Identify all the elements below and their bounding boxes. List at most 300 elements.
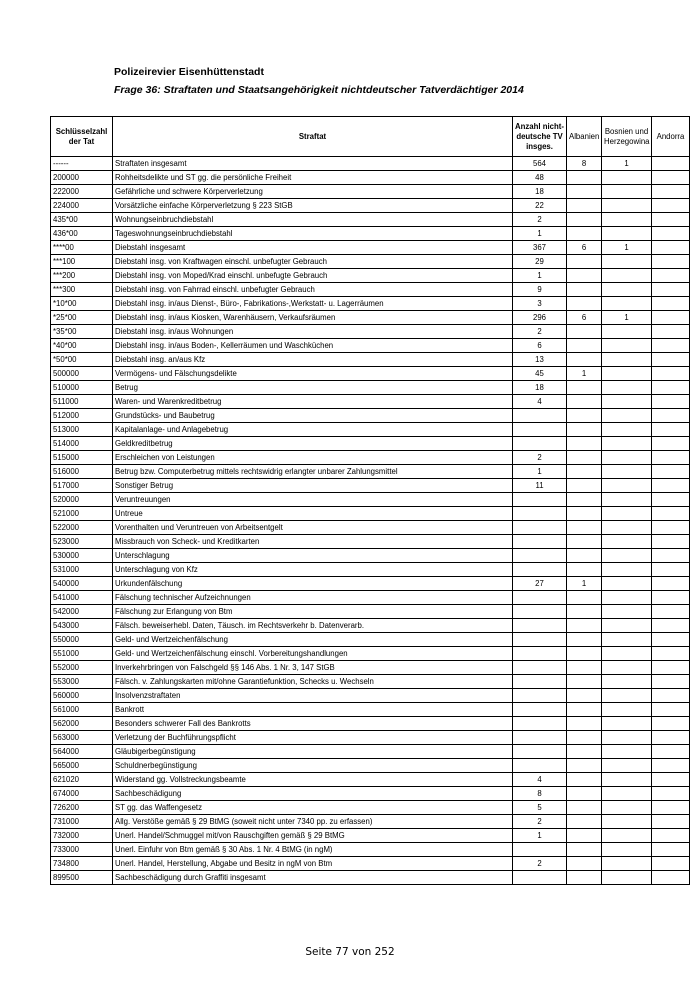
table-row [51,801,690,815]
cell-total: 13 [513,353,567,367]
cell-key: 510000 [51,381,113,395]
cell-albanien [567,353,602,367]
table-row [51,227,690,241]
cell-key: 541000 [51,591,113,605]
table-row [51,619,690,633]
cell-bosnien [602,619,652,633]
cell-bosnien [602,451,652,465]
cell-bosnien [602,535,652,549]
cell-bosnien [602,507,652,521]
cell-bosnien [602,409,652,423]
cell-bosnien [602,717,652,731]
cell-andorra [652,829,690,843]
cell-offense: Grundstücks- und Baubetrug [113,409,513,423]
cell-albanien [567,437,602,451]
cell-offense: Unerl. Einfuhr von Btm gemäß § 30 Abs. 1 Nr. 4 BtMG (in ngM) [113,843,513,857]
table-row [51,591,690,605]
cell-andorra [652,605,690,619]
page-title: Polizeirevier Eisenhüttenstadt [114,66,264,78]
table-row [51,857,690,871]
cell-offense: Rohheitsdelikte und ST gg. die persönliche Freiheit [113,171,513,185]
cell-andorra [652,409,690,423]
table-row [51,311,690,325]
cell-total: 4 [513,773,567,787]
cell-total: 2 [513,815,567,829]
cell-bosnien [602,339,652,353]
cell-total [513,871,567,885]
cell-total: 367 [513,241,567,255]
cell-andorra [652,395,690,409]
cell-andorra [652,297,690,311]
cell-bosnien [602,871,652,885]
cell-albanien [567,661,602,675]
cell-total [513,437,567,451]
cell-total: 2 [513,325,567,339]
cell-key: 726200 [51,801,113,815]
cell-albanien [567,829,602,843]
cell-total: 2 [513,451,567,465]
cell-albanien [567,255,602,269]
cell-albanien [567,283,602,297]
cell-key: 560000 [51,689,113,703]
cell-key: 513000 [51,423,113,437]
cell-bosnien [602,731,652,745]
table-row [51,647,690,661]
cell-albanien [567,535,602,549]
cell-albanien [567,171,602,185]
cell-key: 565000 [51,759,113,773]
cell-bosnien [602,815,652,829]
cell-andorra [652,535,690,549]
cell-bosnien [602,689,652,703]
cell-albanien [567,801,602,815]
table-row [51,745,690,759]
table-row [51,815,690,829]
cell-total: 564 [513,157,567,171]
cell-andorra [652,661,690,675]
cell-key: 561000 [51,703,113,717]
cell-key: ***300 [51,283,113,297]
cell-bosnien [602,633,652,647]
table-row [51,157,690,171]
table-row [51,255,690,269]
cell-total [513,759,567,773]
cell-bosnien [602,787,652,801]
cell-offense: Unerl. Handel/Schmuggel mit/von Rauschgiften gemäß § 29 BtMG [113,829,513,843]
cell-andorra [652,801,690,815]
cell-bosnien [602,675,652,689]
cell-albanien [567,591,602,605]
cell-offense: Unterschlagung [113,549,513,563]
cell-total: 4 [513,395,567,409]
cell-albanien [567,717,602,731]
cell-total: 1 [513,829,567,843]
cell-total [513,507,567,521]
cell-key: 733000 [51,843,113,857]
cell-bosnien [602,171,652,185]
cell-albanien [567,493,602,507]
table-row [51,185,690,199]
cell-offense: Gefährliche und schwere Körperverletzung [113,185,513,199]
cell-offense: Schuldnerbegünstigung [113,759,513,773]
cell-andorra [652,633,690,647]
cell-key: 734800 [51,857,113,871]
cell-key: 562000 [51,717,113,731]
cell-bosnien [602,381,652,395]
cell-bosnien [602,521,652,535]
cell-key: 564000 [51,745,113,759]
cell-key: ***200 [51,269,113,283]
cell-key: 530000 [51,549,113,563]
cell-total: 1 [513,269,567,283]
cell-offense: Besonders schwerer Fall des Bankrotts [113,717,513,731]
cell-offense: Fälsch. v. Zahlungskarten mit/ohne Garantiefunktion, Schecks u. Wechseln [113,675,513,689]
cell-total [513,535,567,549]
cell-total: 22 [513,199,567,213]
cell-key: 731000 [51,815,113,829]
cell-key: 516000 [51,465,113,479]
cell-andorra [652,815,690,829]
cell-key: 521000 [51,507,113,521]
cell-albanien [567,563,602,577]
cell-total [513,703,567,717]
cell-total [513,633,567,647]
cell-key: 222000 [51,185,113,199]
cell-albanien [567,605,602,619]
cell-albanien: 6 [567,241,602,255]
cell-offense: Sachbeschädigung [113,787,513,801]
cell-key: 553000 [51,675,113,689]
cell-total [513,549,567,563]
cell-key: 543000 [51,619,113,633]
cell-andorra [652,339,690,353]
cell-total: 18 [513,185,567,199]
cell-key: 542000 [51,605,113,619]
cell-key: ****00 [51,241,113,255]
cell-key: 200000 [51,171,113,185]
table-row [51,731,690,745]
cell-andorra [652,325,690,339]
cell-total: 6 [513,339,567,353]
table-row [51,563,690,577]
cell-offense: Bankrott [113,703,513,717]
cell-key: 621020 [51,773,113,787]
cell-albanien: 6 [567,311,602,325]
cell-albanien [567,647,602,661]
table-row [51,871,690,885]
cell-total [513,493,567,507]
cell-bosnien: 1 [602,157,652,171]
cell-andorra [652,717,690,731]
cell-bosnien [602,395,652,409]
cell-total [513,409,567,423]
cell-total [513,591,567,605]
table-row [51,395,690,409]
cell-andorra [652,871,690,885]
cell-offense: Inverkehrbringen von Falschgeld §§ 146 Abs. 1 Nr. 3, 147 StGB [113,661,513,675]
table-row [51,199,690,213]
cell-albanien [567,745,602,759]
cell-albanien [567,185,602,199]
cell-offense: Gläubigerbegünstigung [113,745,513,759]
cell-andorra [652,843,690,857]
cell-offense: Diebstahl insg. in/aus Dienst-, Büro-, Fabrikations-,Werkstatt- u. Lagerräumen [113,297,513,311]
cell-offense: Geldkreditbetrug [113,437,513,451]
cell-total: 2 [513,857,567,871]
cell-total: 296 [513,311,567,325]
cell-albanien [567,633,602,647]
table-row [51,451,690,465]
table-row [51,213,690,227]
cell-offense: Kapitalanlage- und Anlagebetrug [113,423,513,437]
cell-bosnien [602,437,652,451]
cell-total [513,661,567,675]
cell-andorra [652,521,690,535]
cell-offense: ST gg. das Waffengesetz [113,801,513,815]
cell-bosnien [602,465,652,479]
cell-andorra [652,745,690,759]
cell-albanien [567,423,602,437]
table-row [51,493,690,507]
cell-total: 3 [513,297,567,311]
cell-offense: Insolvenzstraftaten [113,689,513,703]
cell-albanien: 1 [567,367,602,381]
cell-albanien [567,703,602,717]
table-row [51,759,690,773]
col-header-andorra: Andorra [652,117,690,157]
cell-albanien [567,507,602,521]
cell-offense: Geld- und Wertzeichenfälschung [113,633,513,647]
cell-andorra [652,773,690,787]
cell-total: 8 [513,787,567,801]
cell-andorra [652,507,690,521]
table-row [51,717,690,731]
cell-offense: Betrug [113,381,513,395]
cell-bosnien [602,283,652,297]
cell-offense: Missbrauch von Scheck- und Kreditkarten [113,535,513,549]
cell-andorra [652,787,690,801]
cell-andorra [652,185,690,199]
cell-andorra [652,577,690,591]
cell-bosnien [602,801,652,815]
cell-total [513,423,567,437]
cell-bosnien [602,605,652,619]
table-row [51,437,690,451]
cell-key: 551000 [51,647,113,661]
cell-bosnien [602,367,652,381]
cell-andorra [652,437,690,451]
cell-total [513,731,567,745]
table-row [51,843,690,857]
cell-offense: Sachbeschädigung durch Graffiti insgesamt [113,871,513,885]
cell-albanien: 8 [567,157,602,171]
cell-offense: Vorenthalten und Veruntreuen von Arbeitsentgelt [113,521,513,535]
cell-key: 552000 [51,661,113,675]
table-row [51,423,690,437]
cell-offense: Geld- und Wertzeichenfälschung einschl. Vorbereitungshandlungen [113,647,513,661]
cell-bosnien [602,479,652,493]
cell-offense: Vorsätzliche einfache Körperverletzung § 223 StGB [113,199,513,213]
cell-albanien [567,297,602,311]
table-row [51,367,690,381]
cell-andorra [652,381,690,395]
cell-key: ***100 [51,255,113,269]
cell-total [513,605,567,619]
cell-albanien [567,409,602,423]
cell-albanien [567,465,602,479]
cell-bosnien [602,843,652,857]
cell-albanien [567,213,602,227]
table-row [51,787,690,801]
cell-bosnien [602,759,652,773]
cell-bosnien [602,325,652,339]
cell-bosnien [602,773,652,787]
cell-key: 531000 [51,563,113,577]
cell-andorra [652,675,690,689]
cell-albanien [567,339,602,353]
cell-key: 511000 [51,395,113,409]
cell-key: 500000 [51,367,113,381]
cell-albanien [567,815,602,829]
cell-bosnien [602,185,652,199]
cell-total [513,745,567,759]
cell-total: 11 [513,479,567,493]
table-row [51,353,690,367]
cell-andorra [652,367,690,381]
cell-albanien [567,325,602,339]
cell-andorra [652,759,690,773]
cell-bosnien [602,213,652,227]
cell-albanien: 1 [567,577,602,591]
table-row [51,507,690,521]
cell-bosnien [602,493,652,507]
cell-andorra [652,731,690,745]
table-body [51,157,690,885]
cell-andorra [652,549,690,563]
cell-albanien [567,227,602,241]
cell-andorra [652,227,690,241]
cell-total: 29 [513,255,567,269]
cell-bosnien [602,591,652,605]
table-row [51,549,690,563]
table-row [51,675,690,689]
cell-albanien [567,521,602,535]
cell-bosnien [602,857,652,871]
cell-total [513,521,567,535]
cell-key: 512000 [51,409,113,423]
cell-key: *10*00 [51,297,113,311]
cell-key: 435*00 [51,213,113,227]
cell-andorra [652,255,690,269]
cell-bosnien [602,269,652,283]
cell-andorra [652,213,690,227]
cell-andorra [652,493,690,507]
cell-andorra [652,563,690,577]
cell-bosnien [602,297,652,311]
cell-key: 517000 [51,479,113,493]
cell-key: *40*00 [51,339,113,353]
table-row [51,829,690,843]
table-row [51,339,690,353]
cell-andorra [652,269,690,283]
cell-key: 224000 [51,199,113,213]
table-row [51,633,690,647]
cell-key: 540000 [51,577,113,591]
cell-key: ------ [51,157,113,171]
cell-albanien [567,381,602,395]
cell-bosnien [602,549,652,563]
cell-total [513,675,567,689]
page-subtitle: Frage 36: Straftaten und Staatsangehörigkeit nichtdeutscher Tatverdächtiger 2014 [114,84,524,96]
cell-albanien [567,479,602,493]
cell-key: *35*00 [51,325,113,339]
table-row [51,535,690,549]
cell-bosnien [602,353,652,367]
cell-offense: Diebstahl insg. von Kraftwagen einschl. unbefugter Gebrauch [113,255,513,269]
cell-offense: Erschleichen von Leistungen [113,451,513,465]
cell-albanien [567,549,602,563]
cell-key: 732000 [51,829,113,843]
table-row [51,269,690,283]
cell-offense: Waren- und Warenkreditbetrug [113,395,513,409]
cell-offense: Allg. Verstöße gemäß § 29 BtMG (soweit nicht unter 7340 pp. zu erfassen) [113,815,513,829]
cell-andorra [652,171,690,185]
cell-andorra [652,283,690,297]
cell-albanien [567,199,602,213]
cell-offense: Urkundenfälschung [113,577,513,591]
cell-albanien [567,759,602,773]
cell-total: 5 [513,801,567,815]
cell-bosnien [602,703,652,717]
cell-andorra [652,465,690,479]
cell-bosnien [602,563,652,577]
cell-key: *25*00 [51,311,113,325]
cell-offense: Widerstand gg. Vollstreckungsbeamte [113,773,513,787]
cell-albanien [567,675,602,689]
cell-bosnien [602,423,652,437]
cell-offense: Unterschlagung von Kfz [113,563,513,577]
cell-offense: Diebstahl insgesamt [113,241,513,255]
col-header-bosnien: Bosnien und Herzegowina [602,117,652,157]
cell-total: 27 [513,577,567,591]
col-header-offense: Straftat [113,117,513,157]
cell-offense: Diebstahl insg. in/aus Wohnungen [113,325,513,339]
cell-bosnien [602,661,652,675]
cell-total [513,843,567,857]
table-row [51,325,690,339]
cell-offense: Diebstahl insg. von Moped/Krad einschl. unbefugte Gebrauch [113,269,513,283]
cell-albanien [567,773,602,787]
cell-albanien [567,689,602,703]
cell-key: 550000 [51,633,113,647]
cell-total: 1 [513,227,567,241]
cell-total: 48 [513,171,567,185]
cell-andorra [652,451,690,465]
cell-andorra [652,241,690,255]
cell-andorra [652,689,690,703]
cell-bosnien [602,829,652,843]
cell-albanien [567,787,602,801]
cell-andorra [652,157,690,171]
cell-key: 522000 [51,521,113,535]
cell-albanien [567,395,602,409]
cell-key: 515000 [51,451,113,465]
cell-offense: Diebstahl insg. in/aus Kiosken, Warenhäusern, Verkaufsräumen [113,311,513,325]
cell-key: *50*00 [51,353,113,367]
cell-key: 520000 [51,493,113,507]
cell-key: 899500 [51,871,113,885]
cell-bosnien [602,745,652,759]
